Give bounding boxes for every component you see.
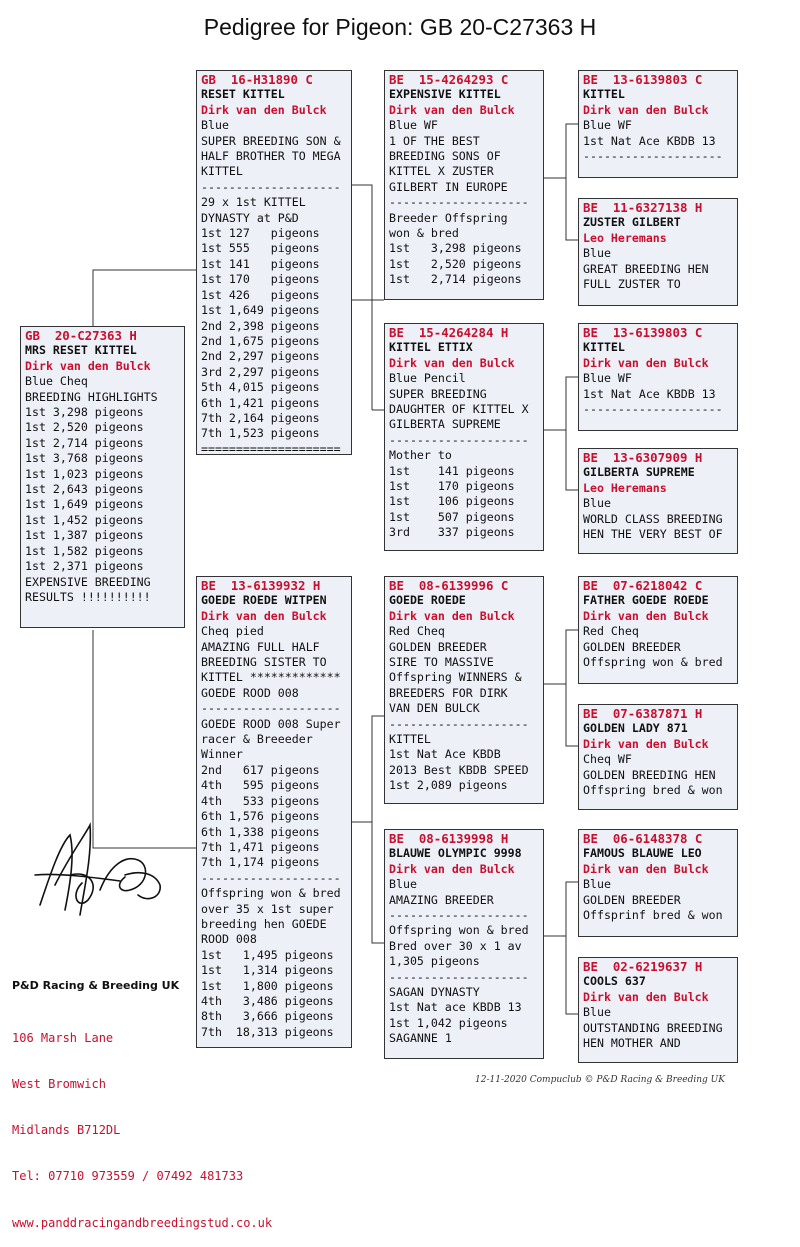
sire-card bbox=[196, 70, 352, 455]
info-line: GREAT BREEDING HEN bbox=[583, 261, 709, 276]
info-line: 1st 1,314 pigeons bbox=[201, 963, 334, 978]
info-line: 1st 170 pigeons bbox=[201, 272, 320, 287]
info-line: Blue WF bbox=[389, 118, 438, 133]
info-line: AMAZING FULL HALF bbox=[201, 639, 320, 654]
website-link[interactable]: www.panddracingandbreedingstud.co.uk bbox=[12, 1215, 273, 1230]
info-line: 1st 1,800 pigeons bbox=[201, 978, 334, 993]
sire-dam-dam-card bbox=[578, 448, 738, 554]
info-line: 1st 426 pigeons bbox=[201, 287, 320, 302]
info-line: 1st Nat Ace KBDB 13 bbox=[583, 386, 716, 401]
info-line: -------------------- bbox=[201, 701, 341, 716]
info-line: 2nd 1,675 pigeons bbox=[201, 333, 320, 348]
info-line: Offspring won & bred bbox=[389, 923, 529, 938]
info-line: KITTEL X ZUSTER bbox=[389, 164, 494, 179]
info-line: 1st 3,768 pigeons bbox=[25, 451, 144, 466]
info-line: 1 OF THE BEST bbox=[389, 133, 480, 148]
address-line: Midlands B712DL bbox=[12, 1123, 121, 1138]
info-line: BREEDING SONS OF bbox=[389, 149, 501, 164]
ring-number: GB 16-H31890 C bbox=[201, 72, 313, 87]
info-line: 1st 1,023 pigeons bbox=[25, 466, 144, 481]
info-line: -------------------- bbox=[389, 195, 529, 210]
info-line: GOLDEN BREEDER bbox=[583, 639, 681, 654]
breeder-name: Dirk van den Bulck bbox=[201, 608, 327, 623]
breeder-name: Leo Heremans bbox=[583, 480, 667, 495]
info-line: 1st 1,042 pigeons bbox=[389, 1015, 508, 1030]
ring-number: BE 11-6327138 H bbox=[583, 200, 703, 215]
info-line: 1st 2,520 pigeons bbox=[25, 420, 144, 435]
info-line: over 35 x 1st super bbox=[201, 901, 334, 916]
pigeon-name: RESET KITTEL bbox=[201, 87, 285, 102]
breeder-name: Dirk van den Bulck bbox=[583, 355, 709, 370]
info-line: Offsprinf bred & won bbox=[583, 908, 723, 923]
sire-dam-card bbox=[384, 323, 544, 551]
ring-number: BE 02-6219637 H bbox=[583, 959, 703, 974]
ring-number: BE 07-6387871 H bbox=[583, 706, 703, 721]
ring-number: GB 20-C27363 H bbox=[25, 328, 137, 343]
info-line: Blue Pencil bbox=[389, 371, 466, 386]
info-line: KITTEL bbox=[389, 732, 431, 747]
ring-number: BE 13-6139803 C bbox=[583, 72, 703, 87]
info-line: 1st Nat ace KBDB 13 bbox=[389, 1000, 522, 1015]
dam-card bbox=[196, 576, 352, 1048]
info-line: KITTEL ************* bbox=[201, 670, 341, 685]
info-line: DYNASTY at P&D bbox=[201, 210, 299, 225]
info-line: Blue bbox=[583, 246, 611, 261]
info-line: 1st 127 pigeons bbox=[201, 226, 320, 241]
info-line: Blue bbox=[389, 877, 417, 892]
info-line: 1,305 pigeons bbox=[389, 954, 480, 969]
sire-dam-sire-card bbox=[578, 323, 738, 431]
sire-sire-dam-card bbox=[578, 198, 738, 306]
ring-number: BE 13-6139803 C bbox=[583, 325, 703, 340]
info-line: Blue bbox=[583, 877, 611, 892]
info-line: EXPENSIVE BREEDING bbox=[25, 574, 151, 589]
info-line: DAUGHTER OF KITTEL X bbox=[389, 402, 529, 417]
handwritten-signature bbox=[30, 815, 180, 925]
info-line: -------------------- bbox=[389, 908, 529, 923]
breeder-name: Dirk van den Bulck bbox=[389, 355, 515, 370]
phone-line: Tel: 07710 973559 / 07492 481733 bbox=[12, 1169, 244, 1184]
info-line: 7th 1,523 pigeons bbox=[201, 426, 320, 441]
info-line: won & bred bbox=[389, 226, 459, 241]
breeder-name: Dirk van den Bulck bbox=[25, 358, 151, 373]
info-line: 2nd 2,297 pigeons bbox=[201, 349, 320, 364]
page-title: Pedigree for Pigeon: GB 20-C27363 H bbox=[203, 14, 597, 40]
info-line: Offspring bred & won bbox=[583, 783, 723, 798]
info-line: Winner bbox=[201, 747, 243, 762]
info-line: BREEDERS FOR DIRK bbox=[389, 685, 508, 700]
info-line: ==================== bbox=[201, 441, 341, 455]
pigeon-name: GOEDE ROEDE WITPEN bbox=[201, 593, 327, 608]
info-line: Mother to bbox=[389, 448, 452, 463]
info-line: 1st 2,643 pigeons bbox=[25, 482, 144, 497]
info-line: 1st 1,495 pigeons bbox=[201, 947, 334, 962]
info-line: SAGAN DYNASTY bbox=[389, 985, 480, 1000]
info-line: 2nd 2,398 pigeons bbox=[201, 318, 320, 333]
info-line: GILBERTA SUPREME bbox=[389, 417, 501, 432]
info-line: WORLD CLASS BREEDING bbox=[583, 511, 723, 526]
info-line: 8th 3,666 pigeons bbox=[201, 1009, 334, 1024]
info-line: racer & Breeeder bbox=[201, 732, 313, 747]
info-line: -------------------- bbox=[201, 870, 341, 885]
info-line: Blue WF bbox=[583, 118, 632, 133]
breeder-name: Dirk van den Bulck bbox=[583, 736, 709, 751]
info-line: OUTSTANDING BREEDING bbox=[583, 1020, 723, 1035]
pigeon-name: ZUSTER GILBERT bbox=[583, 215, 681, 230]
info-line: 1st 141 pigeons bbox=[201, 256, 320, 271]
info-line: 1st 507 pigeons bbox=[389, 509, 515, 524]
breeder-name: Dirk van den Bulck bbox=[583, 861, 709, 876]
info-line: AMAZING BREEDER bbox=[389, 892, 494, 907]
ring-number: BE 15-4264293 C bbox=[389, 72, 509, 87]
info-line: -------------------- bbox=[389, 716, 529, 731]
info-line: Blue bbox=[583, 496, 611, 511]
print-footer: 12-11-2020 Compuclub © P&D Racing & Breeding UK bbox=[475, 1075, 725, 1085]
info-line: BREEDING SISTER TO bbox=[201, 655, 327, 670]
info-line: Cheq WF bbox=[583, 752, 632, 767]
info-line: 6th 1,338 pigeons bbox=[201, 824, 320, 839]
info-line: VAN DEN BULCK bbox=[389, 701, 480, 716]
info-line: GOLDEN BREEDER bbox=[389, 639, 487, 654]
info-line: 1st 141 pigeons bbox=[389, 463, 515, 478]
info-line: 1st 106 pigeons bbox=[389, 494, 515, 509]
info-line: Offspring WINNERS & bbox=[389, 670, 522, 685]
pigeon-name: COOLS 637 bbox=[583, 974, 646, 989]
sire-sire-sire-card bbox=[578, 70, 738, 178]
info-line: Blue bbox=[201, 118, 229, 133]
info-line: 1st 1,649 pigeons bbox=[25, 497, 144, 512]
info-line: 1st 2,089 pigeons bbox=[389, 778, 508, 793]
breeder-name: Dirk van den Bulck bbox=[583, 102, 709, 117]
info-line: Blue WF bbox=[583, 371, 632, 386]
info-line: Red Cheq bbox=[389, 624, 445, 639]
info-line: -------------------- bbox=[201, 179, 341, 194]
dam-dam-card bbox=[384, 829, 544, 1059]
info-line: 1st 3,298 pigeons bbox=[389, 241, 522, 256]
pigeon-name: FAMOUS BLAUWE LEO bbox=[583, 846, 702, 861]
info-line: 1st 2,520 pigeons bbox=[389, 256, 522, 271]
info-line: 4th 595 pigeons bbox=[201, 778, 320, 793]
info-line: 1st Nat Ace KBDB 13 bbox=[583, 133, 716, 148]
ring-number: BE 08-6139998 H bbox=[389, 831, 509, 846]
info-line: Blue Cheq bbox=[25, 374, 88, 389]
info-line: HEN MOTHER AND bbox=[583, 1036, 681, 1051]
info-line: FULL ZUSTER TO bbox=[583, 277, 681, 292]
info-line: GILBERT IN EUROPE bbox=[389, 179, 508, 194]
info-line: KITTEL bbox=[201, 164, 243, 179]
info-line: Offspring won & bred bbox=[201, 886, 341, 901]
ring-number: BE 07-6218042 C bbox=[583, 578, 703, 593]
breeder-name: Dirk van den Bulck bbox=[389, 861, 515, 876]
info-line: BREEDING HIGHLIGHTS bbox=[25, 389, 158, 404]
info-line: 1st 3,298 pigeons bbox=[25, 405, 144, 420]
info-line: ROOD 008 bbox=[201, 932, 257, 947]
info-line: 6th 1,421 pigeons bbox=[201, 395, 320, 410]
info-line: 1st 1,452 pigeons bbox=[25, 512, 144, 527]
info-line: 6th 1,576 pigeons bbox=[201, 809, 320, 824]
info-line: SUPER BREEDING SON & bbox=[201, 133, 341, 148]
info-line: GOLDEN BREEDING HEN bbox=[583, 767, 716, 782]
sire-sire-card bbox=[384, 70, 544, 300]
pigeon-name: KITTEL bbox=[583, 87, 625, 102]
address-line: West Bromwich bbox=[12, 1077, 106, 1092]
pigeon-name: GILBERTA SUPREME bbox=[583, 465, 695, 480]
info-line: Cheq pied bbox=[201, 624, 264, 639]
breeder-name: Dirk van den Bulck bbox=[583, 989, 709, 1004]
info-line: GOEDE ROOD 008 Super bbox=[201, 716, 341, 731]
info-line: 29 x 1st KITTEL bbox=[201, 195, 306, 210]
info-line: 1st 2,714 pigeons bbox=[25, 435, 144, 450]
info-line: RESULTS !!!!!!!!!! bbox=[25, 589, 151, 604]
info-line: -------------------- bbox=[389, 432, 529, 447]
info-line: 7th 2,164 pigeons bbox=[201, 410, 320, 425]
pigeon-name: BLAUWE OLYMPIC 9998 bbox=[389, 846, 522, 861]
info-line: Breeder Offspring bbox=[389, 210, 508, 225]
address-line: 106 Marsh Lane bbox=[12, 1030, 114, 1045]
ring-number: BE 13-6307909 H bbox=[583, 450, 703, 465]
info-line: 7th 1,471 pigeons bbox=[201, 839, 320, 854]
info-line: 7th 18,313 pigeons bbox=[201, 1024, 334, 1039]
info-line: 4th 3,486 pigeons bbox=[201, 993, 334, 1008]
info-line: 1st Nat Ace KBDB bbox=[389, 747, 501, 762]
info-line: GOEDE ROOD 008 bbox=[201, 685, 299, 700]
ring-number: BE 08-6139996 C bbox=[389, 578, 509, 593]
pigeon-name: KITTEL ETTIX bbox=[389, 340, 473, 355]
info-line: 3rd 2,297 pigeons bbox=[201, 364, 320, 379]
info-line: breeding hen GOEDE bbox=[201, 916, 327, 931]
info-line: 3rd 337 pigeons bbox=[389, 525, 515, 540]
breeder-name: Dirk van den Bulck bbox=[583, 608, 709, 623]
pigeon-name: EXPENSIVE KITTEL bbox=[389, 87, 501, 102]
info-line: -------------------- bbox=[583, 149, 723, 164]
company-name: P&D Racing & Breeding UK bbox=[12, 979, 180, 992]
address-block bbox=[12, 1000, 272, 1247]
info-line: SAGANNE 1 bbox=[389, 1031, 452, 1046]
ring-number: BE 15-4264284 H bbox=[389, 325, 509, 340]
info-line: -------------------- bbox=[389, 969, 529, 984]
info-line: HALF BROTHER TO MEGA bbox=[201, 149, 341, 164]
dam-dam-sire-card bbox=[578, 829, 738, 937]
info-line: 2nd 617 pigeons bbox=[201, 762, 320, 777]
info-line: 1st 2,714 pigeons bbox=[389, 272, 522, 287]
dam-dam-dam-card bbox=[578, 957, 738, 1063]
info-line: 1st 555 pigeons bbox=[201, 241, 320, 256]
info-line: 1st 2,371 pigeons bbox=[25, 559, 144, 574]
breeder-name: Leo Heremans bbox=[583, 230, 667, 245]
pigeon-name: GOEDE ROEDE bbox=[389, 593, 466, 608]
info-line: 1st 1,387 pigeons bbox=[25, 528, 144, 543]
dam-sire-sire-card bbox=[578, 576, 738, 684]
subject-pigeon-card bbox=[20, 326, 185, 628]
info-line: SUPER BREEDING bbox=[389, 386, 487, 401]
info-line: SIRE TO MASSIVE bbox=[389, 655, 494, 670]
info-line: 5th 4,015 pigeons bbox=[201, 380, 320, 395]
pigeon-name: KITTEL bbox=[583, 340, 625, 355]
dam-sire-card bbox=[384, 576, 544, 804]
info-line: HEN THE VERY BEST OF bbox=[583, 527, 723, 542]
info-line: -------------------- bbox=[583, 402, 723, 417]
info-line: 7th 1,174 pigeons bbox=[201, 855, 320, 870]
breeder-name: Dirk van den Bulck bbox=[389, 608, 515, 623]
breeder-name: Dirk van den Bulck bbox=[201, 102, 327, 117]
info-line: 4th 533 pigeons bbox=[201, 793, 320, 808]
info-line: Bred over 30 x 1 av bbox=[389, 938, 522, 953]
info-line: Blue bbox=[583, 1005, 611, 1020]
pigeon-name: FATHER GOEDE ROEDE bbox=[583, 593, 709, 608]
ring-number: BE 13-6139932 H bbox=[201, 578, 321, 593]
info-line: Red Cheq bbox=[583, 624, 639, 639]
info-line: 2013 Best KBDB SPEED bbox=[389, 762, 529, 777]
ring-number: BE 06-6148378 C bbox=[583, 831, 703, 846]
info-line: 1st 1,582 pigeons bbox=[25, 543, 144, 558]
breeder-name: Dirk van den Bulck bbox=[389, 102, 515, 117]
pigeon-name: MRS RESET KITTEL bbox=[25, 343, 137, 358]
dam-sire-dam-card bbox=[578, 704, 738, 810]
info-line: 1st 170 pigeons bbox=[389, 479, 515, 494]
info-line: Offspring won & bred bbox=[583, 655, 723, 670]
info-line: 1st 1,649 pigeons bbox=[201, 303, 320, 318]
pigeon-name: GOLDEN LADY 871 bbox=[583, 721, 688, 736]
info-line: GOLDEN BREEDER bbox=[583, 892, 681, 907]
